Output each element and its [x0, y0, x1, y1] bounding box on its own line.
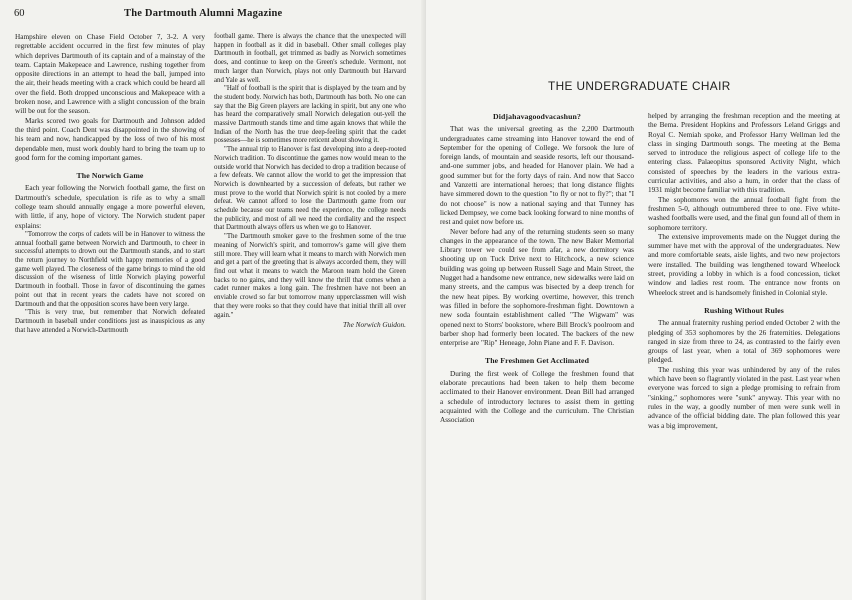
paragraph: Hampshire eleven on Chase Field October 7, 3-2. A very regrettable accident occurred in the first few minutes of play which deprives Dartmouth of its captain and of a mainstay of the team. Captain Makepeace and Lawrence, rushing together from opposite directions in an attempt to head the ball, jumped into the air, their heads meeting with a crack which could be heard all over the field. Both dropped unconscious and Makepeace with a broken nose, and Lawrence with a slight concussion of the brain will be out for the season.	[15, 33, 205, 116]
article-heading-norwich-game: The Norwich Game	[76, 171, 144, 181]
quoted-paragraph: "This is very true, but remember that Norwich defeated Dartmouth in baseball under conditions just as inauspicious as any that have attended a Norwich-Dartmouth	[15, 309, 205, 334]
paragraph: The annual fraternity rushing period ended October 2 with the pledging of 353 sophomores by the 26 fraternities. Delegations ranged in size from three to 24, as contrasted to the fairly even groups of last year, when a total of 369 sophomores were pledged.	[648, 319, 840, 365]
quoted-paragraph: "Tomorrow the corps of cadets will be in Hanover to witness the annual football game between Norwich and Dartmouth, to cheer in successful attempts to drown out the Dartmouth stands, and to start the return journey to Northfield with happy memories of a good game well played. The closeness of the game brings to mind the old discussion of the wiseness of little Norwich playing powerful Dartmouth in football. Those in favor of discontinuing the games point out that in recent years the cadets have not scored on Dartmouth and that the opposition scores have been very large.	[15, 230, 205, 308]
magazine-title: The Dartmouth Alumni Magazine	[124, 8, 283, 19]
running-head	[14, 8, 414, 24]
page-number: 60	[14, 8, 25, 19]
left-column-1	[15, 33, 205, 335]
quoted-paragraph: football game. There is always the chance that the unexpected will happen in football as it did in baseball. Other small colleges play Dartmouth in football, get trimmed as badly as Norwich sometimes does, and continue to keep on the Green's schedule. Vermont, not much larger than Norwich, plays not only Dartmouth but Harvard and Yale as well.	[214, 33, 406, 84]
paragraph: That was the universal greeting as the 2,200 Dartmouth undergraduates came streaming into Hanover toward the end of September for the opening of College. We forsook the lure of foreign lands, of mountain and seaside resorts, left our thousand-and-one summer jobs, and headed for Hanover plain. We had a good summer but for the forty days of rain. And now that Sacco and Vanzetti are international heroes; that long distance flights have simmered down to the question "to fly or not to fly?"; that "I do not choose" is now a national saying and that Tunney has licked Dempsey, we come back looking forward to nine months of rest and quiet now before us.	[440, 125, 634, 227]
left-column-2	[214, 33, 406, 331]
paragraph: The rushing this year was unhindered by any of the rules which have been so flagrantly violated in the past. Last year when everyone was forced to sign a pledge promising to refrain from "sinking," sophomores were "sunk" anyway. This year with no rules in the way, a goodly number of men were sunk well in advance of the official bidding date. The plan followed this year was a big improvement,	[648, 365, 840, 430]
paragraph: Marks scored two goals for Dartmouth and Johnson added the third point. Coach Dent was disappointed in the showing of his team and now, handicapped by the loss of two of his most dependable men, must work doubly hard to bring the team up to good form for the coming important games.	[15, 116, 205, 162]
quoted-paragraph: "The annual trip to Hanover is fast developing into a deep-rooted Norwich tradition. To discontinue the games now would mean to the outside world that Norwich has decided to drop a tradition because of a few defeats. We cannot allow the world to get the impression that Norwich is downhearted by a succession of defeats, but rather we must prove to the world that Norwich spirit is not cooled by a mere defeat. We cannot afford to lose the Dartmouth game from our schedule because our teams need the experience, the college needs the publicity, and most of all we need the cordiality and the respect that Dartmouth always offers us when we go to Hanover.	[214, 146, 406, 232]
paragraph: Each year following the Norwich football game, the first on Dartmouth's schedule, speculation is rife as to why a small college team should annually engage a more powerful eleven, with little, if any, hope of victory. The Norwich student paper explains:	[15, 184, 205, 230]
quoted-paragraph: "The Dartmouth smoker gave to the freshmen some of the true meaning of Norwich's spirit, and tomorrow's game will give them still more. They will learn what it means to march with Norwich men and get a part of the greeting that is always accorded them, they will find out what it means to watch the Maroon team hold the Green backs to no gains, and they will know the thrill that comes when a cadet runner makes a long gain. The freshmen have not been an enviable crowd so far but tomorrow many upperclassmen will wish that they were rooks so that they could have that initial thrill all over again."	[214, 233, 406, 319]
quoted-paragraph: "Half of football is the spirit that is displayed by the team and by the student body. Norwich has both, Dartmouth has both. No one can say that the Big Green players are lacking in spirit, but any one who has heard the comparatively small Norwich delegation out-yell the massive Dartmouth stands time and time again knows that while the Indian of the North has the true deep-feeling spirit that the cadet possesses—he is sometimes more reticent about showing it.	[214, 85, 406, 145]
paragraph: During the first week of College the freshmen found that elaborate precautions had been taken to help them become acclimated to their Hanover environment. Dean Bill had arranged a schedule of introductory lectures to assist them in getting acquainted with the College and the curriculum. The Christian Association	[440, 369, 634, 425]
article-heading-freshmen: The Freshmen Get Acclimated	[484, 356, 590, 366]
article-heading-vacation: Didjahavagoodvacashun?	[493, 112, 581, 121]
paragraph: helped by arranging the freshman reception and the meeting at the Bema. President Hopkins and Professors Leland Griggs and Royal C. Nemiah spoke, and Professor Harry Wellman led the class in singing Dartmouth songs. The meeting at the Bema served to introduce the religious aspect of college life to the entering class. Palaeopitus sponsored Activity Night, which consisted of speeches by the leaders in the various extra-curricular activities, and also a hum, in order that the class of 1931 might become familiar with this tradition.	[648, 112, 840, 195]
paragraph: The sophomores won the annual football fight from the freshmen 5-0, although outnumbered three to one. Five white-washed footballs were used, and the final gun found all of them in sophomore territory.	[648, 195, 840, 232]
paragraph: The extensive improvements made on the Nugget during the summer have met with the approval of the undergraduates. New and more comfortable seats, aisle lights, and two new projectors were installed. The building was lengthened toward Wheelock street, providing a lobby in which is a food concession, ticket window and ladies rest room. The entrance now fronts on Wheelock street and is handsomely finished in Colonial style.	[648, 232, 840, 297]
article-heading-rushing: Rushing Without Rules	[704, 305, 784, 315]
right-column-2	[648, 112, 840, 431]
paragraph: Never before had any of the returning students seen so many changes in the appearance of the town. The new Baker Memorial Library tower we could see from afar, a new dormitory was shooting up on Tuck Drive next to Hitchcock, a new science building was going up between Russell Sage and Main Street, the Nugget had a handsome new entrance, new sidewalks were laid on many streets, and the campus was bisected by a deep trench for the new heat pipes. By working overtime, however, this trench was filled in before the sophomore-freshman fight. Downtown a new soda fountain establishment called "The Wigwam" was opened next to Storrs' bookstore, where Bill Brock's poolroom and barber shop had formerly been located. The backers of the new enterprise are "Rip" Heneage, John Piane and F. F. Davison.	[440, 227, 634, 348]
quote-signature: The Norwich Guidon.	[342, 321, 406, 330]
section-title: THE UNDERGRADUATE CHAIR	[548, 79, 731, 93]
right-column-1	[440, 112, 634, 426]
